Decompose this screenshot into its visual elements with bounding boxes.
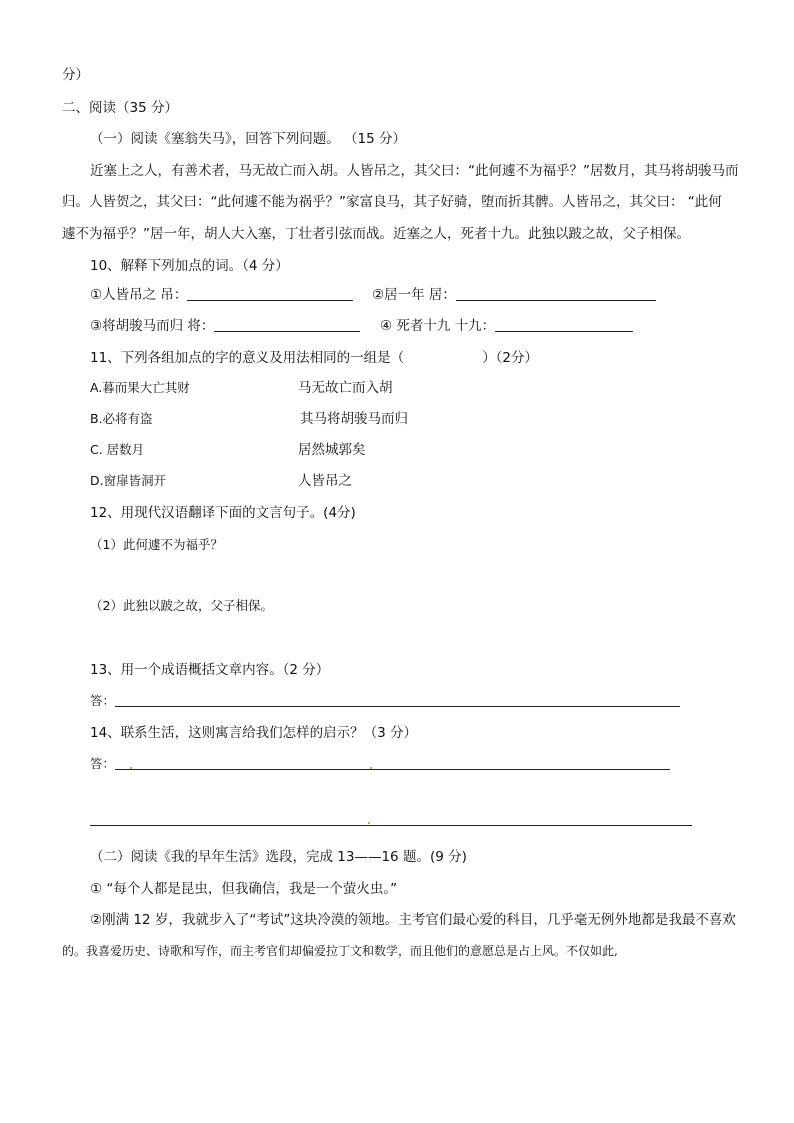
question-11 [90, 349, 538, 367]
q10-item-3-label: ③将胡骏马而归 将： [90, 318, 215, 334]
option-b-left: B.必将有盗 [90, 411, 153, 426]
q13-answer-row [90, 692, 680, 710]
option-d-right: 人皆吊之 [298, 473, 352, 489]
question-11-text: 11、下列各组加点的字的意义及用法相同的一组是（ [90, 350, 405, 366]
answer-blank[interactable] [214, 317, 360, 332]
answer-label: 答： [90, 756, 116, 771]
subsection-heading-1: （一）阅读《塞翁失马》，回答下列问题。 （15 分） [90, 131, 407, 147]
option-c-right: 居然城郭矣 [298, 442, 366, 458]
section-heading-reading: 二、阅读（35 分） [62, 100, 178, 116]
option-c-left: C. 居数月 [90, 442, 145, 457]
q12-sentence-2: （2）此独以跛之故，父子相保。 [90, 598, 273, 613]
q14-answer-row [90, 755, 670, 773]
answer-blank[interactable] [456, 286, 656, 301]
q10-item-4 [380, 317, 633, 335]
q10-item-1-label: ①人皆吊之 吊： [90, 287, 188, 303]
question-11-score: ）（2分） [482, 350, 539, 366]
excerpt-paragraph-2-cont: 的。我喜爱历史、诗歌和写作，而主考官们却偏爱拉丁文和数学，而且他们的意愿总是占上风。不仅如此, [62, 944, 618, 958]
q10-item-2 [372, 286, 656, 304]
q10-item-3 [90, 317, 360, 335]
stray-dot [130, 767, 132, 769]
subsection-heading-2: （二）阅读《我的早年生活》选段，完成 13——16 题。(9 分) [90, 849, 467, 865]
question-14: 14、联系生活，这则寓言给我们怎样的启示？（3 分） [90, 725, 418, 741]
option-a-left: A.暮而果大亡其财 [90, 380, 190, 395]
q12-sentence-1: （1）此何遽不为福乎？ [90, 537, 223, 552]
q10-item-4-label: ④ 死者十九 十九： [380, 318, 496, 334]
option-b-right: 其马将胡骏马而归 [300, 411, 408, 427]
question-10: 10、解释下列加点的词。（4 分） [90, 258, 289, 274]
passage-line: 近塞上之人，有善术者，马无故亡而入胡。人皆吊之，其父曰：“此何遽不为福乎？”居数月，其马将胡骏马而 [90, 163, 739, 179]
stray-dot [370, 767, 372, 769]
passage-line: 遽不为福乎？”居一年，胡人大入塞，丁壮者引弦而战。近塞之人，死者十九。此独以跛之故，父子相保。 [62, 226, 690, 242]
excerpt-paragraph-2: ②刚满 12 岁，我就步入了“考试”这块冷漠的领地。主考官们最心爱的科目，几乎毫无例外地都是我最不喜欢 [90, 912, 736, 928]
passage-line: 归。人皆贺之，其父曰：“此何遽不能为祸乎？”家富良马，其子好骑，堕而折其髀。人皆吊之，其父曰： “此何 [62, 194, 722, 210]
q10-item-2-label: ②居一年 居： [372, 287, 456, 303]
continued-score-text: 分） [62, 67, 89, 83]
question-12: 12、用现代汉语翻译下面的文言句子。(4分) [90, 505, 356, 521]
answer-blank[interactable] [115, 692, 680, 707]
answer-blank[interactable] [115, 755, 670, 770]
excerpt-paragraph-1: ① “每个人都是昆虫，但我确信，我是一个萤火虫。” [90, 881, 398, 897]
option-d-left: D.窗扉皆洞开 [90, 473, 167, 488]
answer-blank[interactable] [495, 317, 633, 332]
option-a-right: 马无故亡而入胡 [298, 380, 393, 396]
q10-item-1 [90, 286, 353, 304]
answer-blank-line[interactable] [90, 825, 692, 826]
stray-dot [368, 822, 370, 824]
answer-blank[interactable] [187, 286, 353, 301]
answer-label: 答： [90, 693, 116, 708]
question-13: 13、用一个成语概括文章内容。（2 分） [90, 662, 330, 678]
